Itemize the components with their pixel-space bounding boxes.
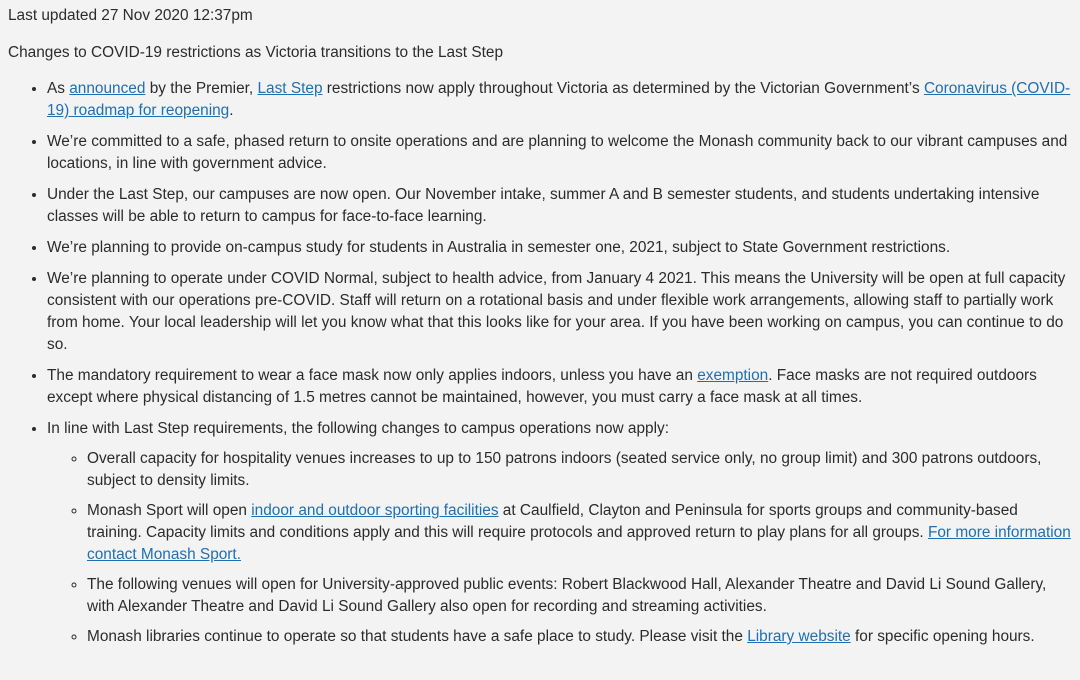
bullet-text: Monash Sport will open <box>87 502 252 519</box>
bullet-text: We’re planning to provide on-campus study for students in Australia in semester one, 2021, subject to State Government restrictions. <box>47 239 951 256</box>
bullet-text: by the Premier, <box>145 80 258 97</box>
updates-list <box>8 77 1076 648</box>
bullet-text: . Face masks are not required outdoors except where physical distancing of 1.5 metres cannot be maintained, however, you must carry a face mask at all times. <box>47 367 1037 406</box>
bullet-text: for specific opening hours. <box>850 628 1035 645</box>
list-item <box>47 267 1076 356</box>
sub-list-item <box>87 574 1076 618</box>
sub-list-item <box>87 626 1076 648</box>
list-item <box>47 130 1076 175</box>
roadmap-link[interactable]: Coronavirus (COVID-19) roadmap for reopening <box>47 80 1071 119</box>
bullet-text: As <box>47 80 70 97</box>
campus-operations-list <box>47 448 1076 648</box>
last-updated: Last updated 27 Nov 2020 12:37pm <box>8 7 253 24</box>
sub-list-item <box>87 448 1076 492</box>
bullet-text: Under the Last Step, our campuses are now open. Our November intake, summer A and B semester students, and students undertaking intensive classes will be able to return to campus for face-to-face learning. <box>47 186 1040 225</box>
bullet-text: In line with Last Step requirements, the following changes to campus operations now apply: <box>47 420 669 437</box>
page-heading: Changes to COVID-19 restrictions as Victoria transitions to the Last Step <box>8 44 504 61</box>
last-step-link[interactable]: Last Step <box>257 80 323 97</box>
bullet-text: We’re planning to operate under COVID Normal, subject to health advice, from January 4 2021. This means the University will be open at full capacity consistent with our operations pre-COVID. Staff will return on a rotational basis and under flexible work arrangements, allowing staff to partially work from home. Your local leadership will let you know what that this looks like for your area. If you have been working on campus, you can continue to do so. <box>47 270 1066 353</box>
bullet-text: restrictions now apply throughout Victoria as determined by the Victorian Government’s <box>322 80 924 97</box>
bullet-text: Monash libraries continue to operate so that students have a safe place to study. Please visit the <box>87 628 748 645</box>
list-item <box>47 77 1076 122</box>
list-item <box>47 236 1076 259</box>
sub-list-item <box>87 500 1076 566</box>
bullet-text: Overall capacity for hospitality venues increases to up to 150 patrons indoors (seated service only, no group limit) and 300 patrons outdoors, subject to density limits. <box>87 450 1042 489</box>
list-item <box>47 183 1076 228</box>
monash-sport-contact-link[interactable]: For more information contact Monash Sport. <box>87 524 1071 563</box>
sporting-facilities-link[interactable]: indoor and outdoor sporting facilities <box>251 502 499 519</box>
bullet-text: We’re committed to a safe, phased return to onsite operations and are planning to welcome the Monash community back to our vibrant campuses and locations, in line with government advice. <box>47 133 1068 172</box>
list-item <box>47 364 1076 409</box>
list-item <box>47 417 1076 648</box>
exemption-link[interactable]: exemption <box>697 367 769 384</box>
bullet-text: The mandatory requirement to wear a face mask now only applies indoors, unless you have an <box>47 367 698 384</box>
bullet-text: . <box>229 102 234 119</box>
announced-link[interactable]: announced <box>69 80 146 97</box>
library-website-link[interactable]: Library website <box>747 628 851 645</box>
bullet-text: The following venues will open for University-approved public events: Robert Blackwood Hall, Alexander Theatre and David Li Sound Gallery, with Alexander Theatre and David Li Sound Gallery also open for recording and streaming activities. <box>87 576 1047 615</box>
bullet-text: at Caulfield, Clayton and Peninsula for sports groups and community-based training. Capacity limits and conditions apply and this will require protocols and approved return to play plans for all groups. <box>87 502 1018 541</box>
